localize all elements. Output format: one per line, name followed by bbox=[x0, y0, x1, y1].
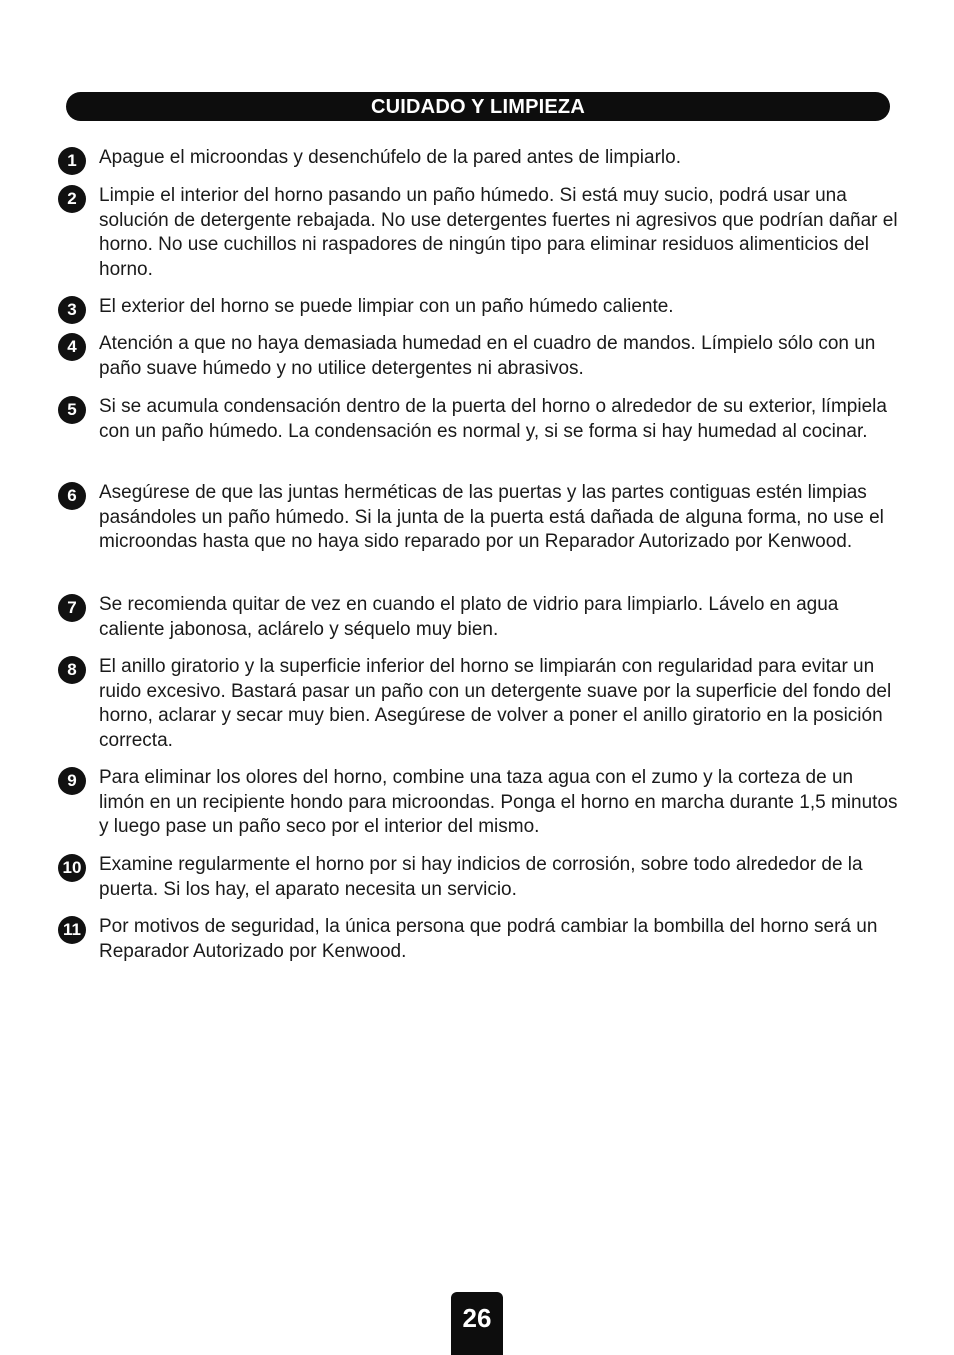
item-text: Si se acumula condensación dentro de la puerta del horno o alrededor de su exterior, límpiela con un paño húmedo. La condensación es normal y, si se forma si hay humedad al cocinar. bbox=[99, 396, 887, 442]
item-text: Limpie el interior del horno pasando un paño húmedo. Si está muy sucio, podrá usar una solución de detergente rebajada. No use detergentes fuertes ni agresivos que podrían dañar el horno. No use cuchillos ni raspadores de ningún tipo para eliminar residuos alimenticios del horno. bbox=[99, 185, 898, 280]
item-text: Para eliminar los olores del horno, combine una taza agua con el zumo y la corteza de un limón en un recipiente hondo para microondas. Ponga el horno en marcha durante 1,5 minutos y luego pase un paño seco por el interior del mismo. bbox=[99, 767, 898, 837]
item-number-badge: 10 bbox=[58, 854, 86, 882]
item-text: Por motivos de seguridad, la única persona que podrá cambiar la bombilla del horno será un Reparador Autorizado por Kenwood. bbox=[99, 916, 878, 962]
item-text: Asegúrese de que las juntas herméticas de las puertas y las partes contiguas estén limpias pasándoles un paño húmedo. Si la junta de la puerta está dañada de alguna forma, no use el microondas hasta que no haya sido reparado por un Reparador Autorizado por Kenwood. bbox=[99, 482, 884, 552]
item-number-badge: 11 bbox=[58, 916, 86, 944]
item-number-badge: 6 bbox=[58, 482, 86, 510]
item-number-badge: 2 bbox=[58, 185, 86, 213]
item-number-badge: 8 bbox=[58, 656, 86, 684]
item-number-badge: 4 bbox=[58, 333, 86, 361]
item-text: El anillo giratorio y la superficie inferior del horno se limpiarán con regularidad para evitar un ruido excesivo. Bastará pasar un paño con un detergente suave por la superficie del fondo del horno, aclarar y secar muy bien. Asegúrese de volver a poner el anillo giratorio en la posición correcta. bbox=[99, 656, 892, 751]
item-number-badge: 1 bbox=[58, 147, 86, 175]
item-number-badge: 3 bbox=[58, 296, 86, 324]
item-text: El exterior del horno se puede limpiar con un paño húmedo caliente. bbox=[99, 296, 674, 317]
item-number-badge: 9 bbox=[58, 767, 86, 795]
page-number: 26 bbox=[451, 1292, 503, 1355]
item-text: Examine regularmente el horno por si hay indicios de corrosión, sobre todo alrededor de la puerta. Si los hay, el aparato necesita un servicio. bbox=[99, 854, 863, 900]
item-number-badge: 7 bbox=[58, 594, 86, 622]
section-title: CUIDADO Y LIMPIEZA bbox=[66, 92, 890, 121]
item-text: Se recomienda quitar de vez en cuando el plato de vidrio para limpiarlo. Lávelo en agua caliente jabonosa, aclárelo y séquelo muy bien. bbox=[99, 594, 839, 640]
item-text: Atención a que no haya demasiada humedad en el cuadro de mandos. Límpielo sólo con un paño suave húmedo y no utilice detergentes ni abrasivos. bbox=[99, 333, 876, 379]
item-number-badge: 5 bbox=[58, 396, 86, 424]
item-text: Apague el microondas y desenchúfelo de la pared antes de limpiarlo. bbox=[99, 147, 681, 168]
